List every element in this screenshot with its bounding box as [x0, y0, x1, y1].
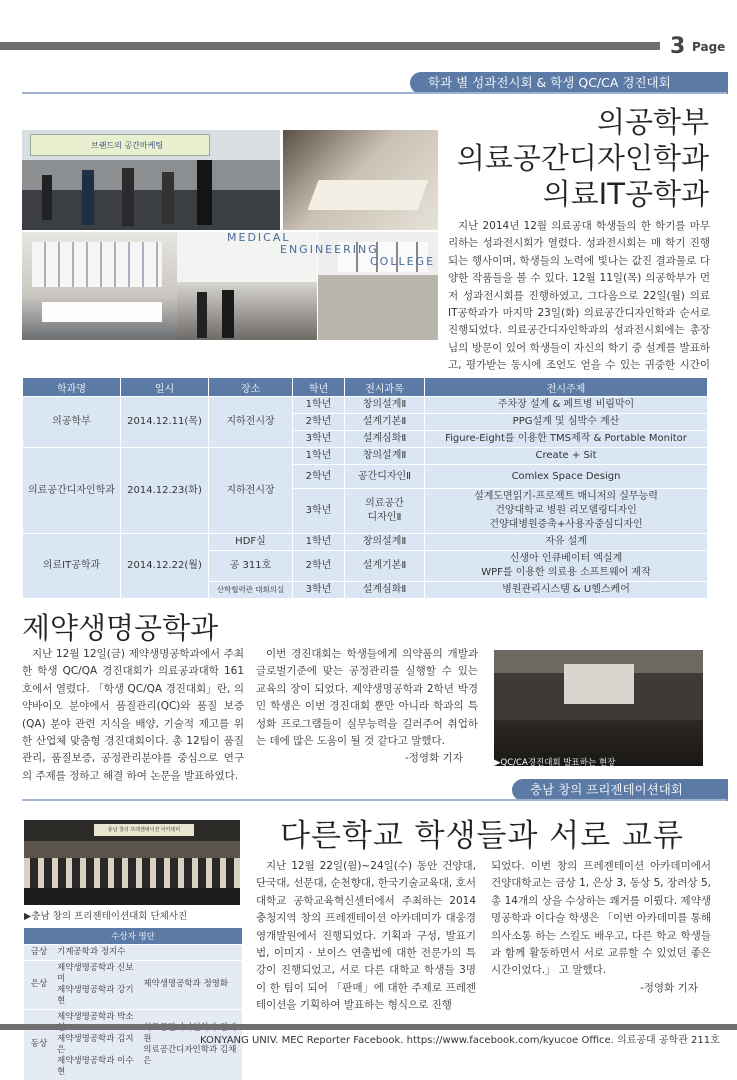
page-label: Page	[692, 40, 726, 54]
table-row: 의공학부 2014.12.11(목) 지하전시장 1학년 창의설계Ⅱ 주차장 설계 & 페트병 비림막이	[23, 397, 708, 414]
table-row: 산학협력관 대회의실 3학년 설계심화Ⅱ 병원관리시스템 & U헬스케어	[23, 582, 708, 599]
banner-rule	[22, 92, 727, 94]
qc-contest-photo	[494, 650, 703, 766]
exchange-byline: -정영화 기자	[640, 982, 698, 994]
section-title: 의공학부 의료공간디자인학과 의료IT공학과	[456, 105, 709, 211]
section-banner: 학과 별 성과전시회 & 학생 QC/CA 경진대회	[410, 72, 728, 94]
footer-rule	[0, 1024, 737, 1030]
schedule-table	[22, 377, 708, 599]
exchange-section-title: 다른학교 학생들과 서로 교류	[280, 818, 684, 854]
banner-rule-2	[22, 799, 727, 801]
table-header-row: 학과명 일시 장소 학년 전시과목 전시주제	[23, 378, 708, 397]
qc-photo-caption: ▶QC/CA경진대회 발표하는 현장	[494, 758, 616, 768]
exhibition-group-photo	[22, 130, 280, 230]
table-row: 금상 기계공학과 정지수	[24, 944, 242, 960]
table-row: 2학년 공간디자인Ⅱ Comlex Space Design	[23, 465, 708, 489]
table-row: 3학년 설계심화Ⅱ Figure-Eight를 이용한 TMS제작 & Portable Monitor	[23, 431, 708, 448]
pharma-byline: -정영화 기자	[405, 752, 463, 764]
footer-info: KONYANG UNIV. MEC Reporter Facebook. https://www.facebook.com/kyucoe Office. 의료공대 공학관 211호	[200, 1035, 720, 1046]
table-row: 공 311호 2학년 설계기본Ⅱ 신생아 인큐베이터 엑실계 WPF를 이용한 의료용 소프트웨어 제작	[23, 551, 708, 582]
pharma-article-col1: 지난 12월 12일(금) 제약생명공학과에서 주최한 학생 QC/QA 경진대회가 의료공과대학 161호에서 열렸다. 「학생 QC/QA 경진대회」란, 의약바이오 분야에서 품질관리(QC)와 품질 보증(QA) 분야 관련 지식을 배양, 기술적 제고를 위한 산업체 맞춤형 경진대회이다. 총 12팀이 품질관리, 품질보증, 공정관리분야를 중심으로 연구의 주제를 정하고 해결 하여 논문을 발표하였다.	[22, 648, 244, 782]
table-row: 의료공간디자인학과 2014.12.23(화) 지하전시장 1학년 창의설계Ⅱ Create + Sit	[23, 448, 708, 465]
section-banner-2: 충남 창의 프리젠테이션대회	[512, 779, 728, 801]
page-number: 3	[670, 34, 686, 59]
photo-sign: 브랜드의 공간마케팅	[30, 134, 210, 156]
group-photo: 충남 창의 프레젠테이션 아카데미	[24, 820, 240, 905]
table-row: 의료IT공학과 2014.12.22(월) HDF실 1학년 창의설계Ⅱ 자유 설계	[23, 534, 708, 551]
table-row: 은상 제약생명공학과 신보미 제약생명공학과 강기현 제약생명공학과 정영화	[24, 960, 242, 1009]
college-logo: MEDICAL ENGINEERING COLLEGE	[227, 231, 436, 268]
exhibit-hall-photo	[283, 130, 438, 230]
table-row: 동상 제약생명공학과 박소 제약생명공학과 김지은 제약생명공학과 이수현 원 의료공간디자인학과 김채은	[24, 1009, 242, 1080]
booth-photo	[22, 232, 177, 340]
pharma-section-title: 제약생명공학과	[22, 611, 219, 645]
group-photo-caption: ▶충남 창의 프리젠테이션대회 단체사진	[24, 911, 188, 922]
pharma-article-col2: 이번 경진대회는 학생들에게 의약품의 개발과 글로벌기준에 맞는 공정관리를 실행할 수 있는 교육의 장이 되었다. 제약생명공학과 2학년 박경민 학생은 이번 경진대회 뿐만 아니라 학과의 특성화 프로그램들이 실무능력을 길러주어 취업하는 데에 많은 도움이 될 것 같다고 말했다.	[256, 648, 478, 748]
table-row: 3학년 의료공간 디자인Ⅱ 설계도면읽기-프로젝트 매니저의 실무능력 건양대학교 병원 리모델링디자인 건양대병원증축+사용자중심디자인	[23, 489, 708, 534]
exchange-article-col2: 되었다. 이번 창의 프레젠테이션 아카데미에서 건양대학교는 금상 1, 은상 3, 동상 5, 장려상 5, 총 14개의 상을 수상하는 쾌거를 이뤘다. 제약생명공학과 이다슬 학생은 「이번 아카데미를 통해 의사소통 하는 스킬도 배우고, 다른 학교 학생들과 함께 활동하면서 서로 교류할 수 있었던 좋은 시간이었다.」 고 말했다.	[491, 860, 711, 977]
exhibition-article: 지난 2014년 12월 의료공대 학생들의 한 학기를 마무리하는 성과전시회가 열렸다. 성과전시회는 매 학기 진행되는 행사이며, 학생들의 노력에 빛나는 값진 결과물로 다양한 작품들을 볼 수 있다. 12월 11일(목) 의공학부가 먼저 성과전시회를 진행하였고, 그다음으로 22일(월) 의료IT공학과가 마지막 23일(화) 의료공간디자인학과 순서로 진행되었다. 의료공간디자인학과의 성과전시회에는 총장님의 방문이 있어 학생들이 자신의 학기 중 설계를 발표하고, 평가받는 동시에 조언도 얻을 수 있는 귀중한 시간이	[448, 220, 710, 372]
table-row: 2학년 설계기본Ⅱ PPG설계 및 심박수 계산	[23, 414, 708, 431]
exchange-article-col1: 지난 12월 22일(월)~24일(수) 동안 건양대, 단국대, 선문대, 순천향대, 한국기술교육대, 호서대학교 공학교육혁신센터에서 주최하는 2014 충청지역 창의 프레젠테이션 아카데미가 대웅경영개발원에서 진행되었다. 기획과 구성, 발표기법, 이미지 · 보이스 연출법에 대한 전문가의 특강이 진행되었고, 서로 다른 대학교 학생들 3명이 한 팀이 되어 「판매」에 대한 주제로 프레젠테이션을 기획하여 발표하는 형식으로 진행	[256, 860, 476, 1012]
awards-table: 수상자 명단 금상 기계공학과 정지수 은상 제약생명공학과 신보미 제약생명공학과 강기현 제약생명공학과 정영화 동상 제약생명공학과 박소 제약생명공학과 김지은 제약생명공학과 이수현 원 의료공간디자인학과 김채은	[24, 928, 242, 1080]
top-rule	[0, 42, 660, 50]
